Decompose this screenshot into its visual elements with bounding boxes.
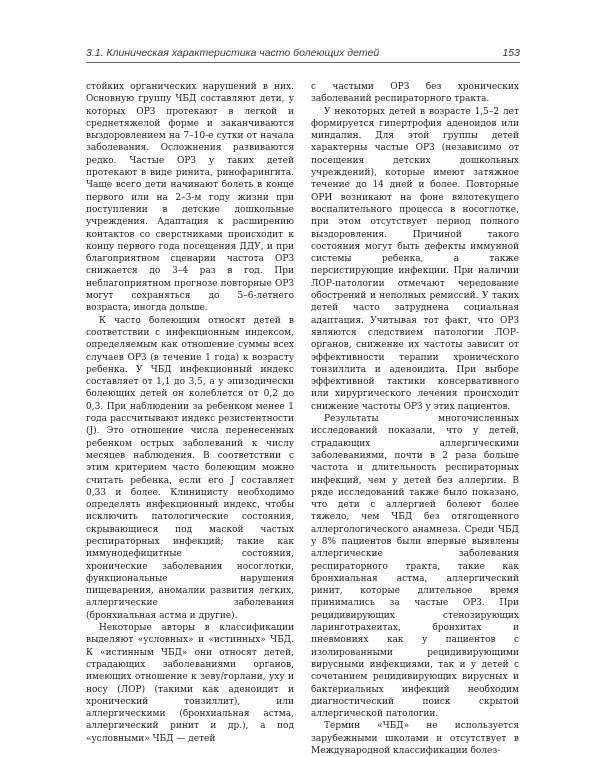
paragraph: Некоторые авторы в классификации выделяют «условных» и «истинных» ЧБД. К «истинным ЧБД» они относят детей, страдающих заболеваниями органов, имеющих отношение к зеву/горлани, уху и носу (ЛОР) (такими как аденоидит и хронический тонзиллит), или аллергическими (бронхиальная астма, аллергический ринит и др.), а под «условными» ЧБД — детей xyxy=(86,623,294,744)
header-divider xyxy=(86,62,520,63)
paragraph: У некоторых детей в возрасте 1,5–2 лет формируется гипертрофия аденоидов или миндалин. Для этой группы детей характерны частые ОРЗ (независимо от посещения детских дошкольных учреждений), которые имеют затяжное течение до 14 дней и более. Повторные ОРИ возникают на фоне вялотекущего воспалительного процесса в носоглотке, при этом отсутствует период полного выздоровления. Причиной такого состояния могут быть дефекты иммунной системы ребенка, а также персистирующие инфекции. При наличии ЛОР-патологии отмечают чередование обострений и неполных ремиссий. У таких детей часто затруднена социальная адаптация. Учитывая тот факт, что ОРЗ являются следствием патологии ЛОР-органов, снижение их частоты зависит от эффективности терапии хронического тонзиллита и аденоидита. При выборе эффективной тактики консервативного или хирургического лечения происходит снижение частоты ОРЗ у этих пациентов. xyxy=(311,106,519,412)
paragraph: с частыми ОРЗ без хронических заболеваний респираторного тракта. xyxy=(311,82,519,105)
right-column xyxy=(311,81,519,757)
paragraph: Термин «ЧБД» не используется зарубежными школами и отсутствует в Международной классификации болез- xyxy=(311,721,519,757)
paragraph: К часто болеющим относят детей в соответствии с инфекционным индексом, определяемым как отношение суммы всех случаев ОРЗ (в течение 1 года) к возрасту ребенка. У ЧБД инфекционный индекс составляет от 1,1 до 3,5, а у эпизодически болеющих детей он колеблется от 0,2 до 0,3. При наблюдении за ребенком менее 1 года рассчитывают индекс резистентности (J). Это отношение числа перенесенных ребенком острых заболеваний к числу месяцев наблюдения. В соответствии с этим критерием часто болеющим можно считать ребенка, если его J составляет 0,33 и более. Клиницисту необходимо определять инфекционный индекс, чтобы исключить патологические состояния, скрывающиеся под маской частых респираторных инфекций; такие как иммунодефицитные состояния, хронические заболевания носоглотки, функциональные нарушения пищеварения, аномалии развития легких, аллергические заболевания (бронхиальная астма и другие). xyxy=(86,315,294,621)
paragraph: Результаты многочисленных исследований показали, что у детей, страдающих аллергическими заболеваниями, почти в 2 раза больше частота и длительность респираторных инфекций, чем у детей без аллергии. В ряде исследований также было показано, что дети с аллергией болеют более тяжело, чем ЧБД без отягощенного аллергологического анамнеза. Среди ЧБД у 8% пациентов были впервые выявлены аллергические заболевания респираторного тракта, такие как бронхиальная астма, аллергический ринит, которые длительное время принимались за частые ОРЗ. При рецидивирующих стенозирующих ларинготрахеитах, бронхитах и пневмониях как у пациентов с изолированными рецидивирующими вирусными инфекциями, так и у детей с сочетанием рецидивирующих вирусных и бактериальных инфекций необходим диагностический поиск скрытой аллергической патологии. xyxy=(311,414,519,720)
left-column xyxy=(86,81,294,745)
page-number: 153 xyxy=(502,47,520,59)
chapter-title: 3.1. Клиническая характеристика часто болеющих детей xyxy=(86,47,380,59)
running-header xyxy=(86,42,520,62)
paragraph: стойких органических нарушений в них. Основную группу ЧБД составляют дети, у которых ОРЗ протекают в легкой и среднетяжелой форме и заканчиваются выздоровлением на 7–10-е сутки от начала заболевания. Осложнения развиваются редко. Частые ОРЗ у таких детей протекают в виде ринита, ринофарингита. Чаще всего дети начинают болеть в конце первого или на 2–3-м году жизни при поступлении в детские дошкольные учреждения. Адаптация к расширению контактов со сверстниками происходит к концу первого года посещения ДДУ, и при благоприятном сценарии частота ОРЗ снижается до 3–4 раз в год. При неблагоприятном прогнозе повторные ОРЗ могут сохраняться до 5–6-летнего возраста, иногда дольше. xyxy=(86,82,294,314)
